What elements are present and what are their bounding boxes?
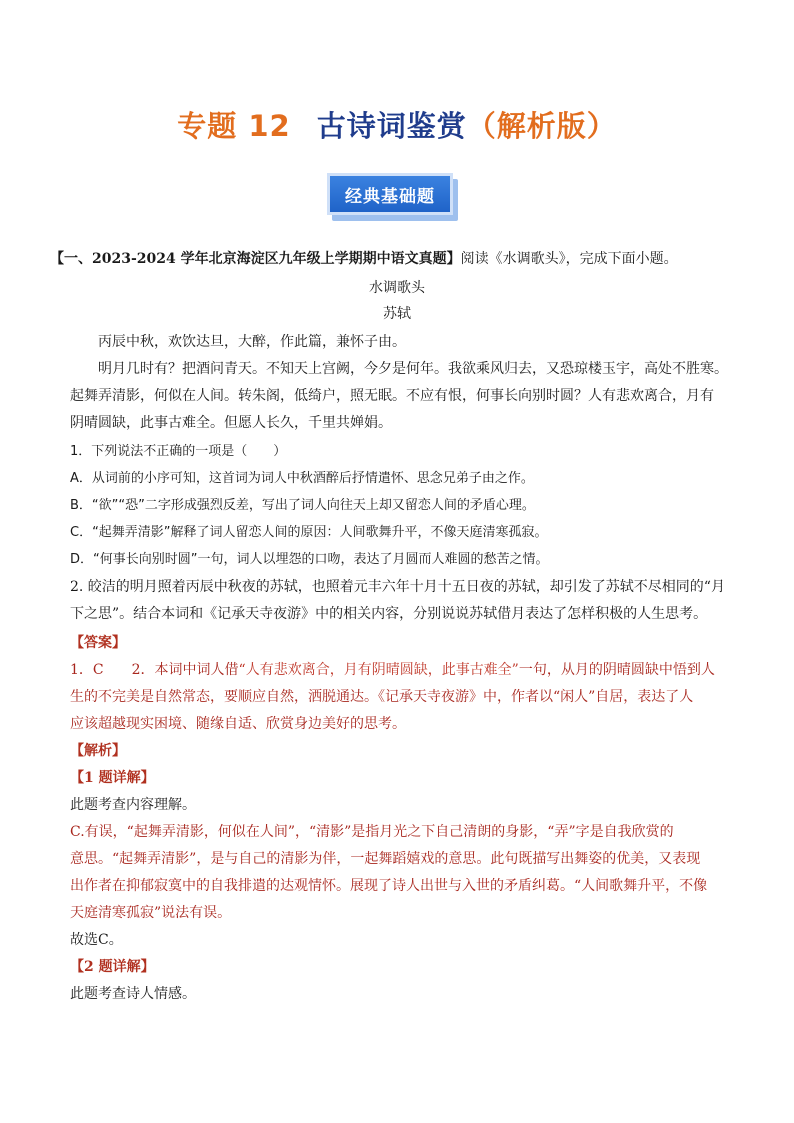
answer-quote: “人有悲欢离合，月有阴晴圆缺，此事古难全” xyxy=(238,662,519,678)
answer-line-3: 应该超越现实困境、随缘自适、欣赏身边美好的思考。 xyxy=(70,716,406,732)
poem-line-1: 明月几时有？把酒问青天。不知天上宫阙，今夕是何年。我欲乘风归去，又恐琼楼玉宇，高处不胜寒。 xyxy=(98,361,728,377)
detail1-line-4: 天庭清寒孤寂”说法有误。 xyxy=(70,905,232,921)
source-bracket: 【一、2023-2024 学年北京海淀区九年级上学期期中语文真题】 xyxy=(50,251,461,267)
detail1-intro: 此题考查内容理解。 xyxy=(70,797,196,813)
question1-option-a: A．从词前的小序可知，这首词为词人中秋酒醉后抒情遣怀、思念兄弟子由之作。 xyxy=(70,471,534,486)
title-edition: （解析版） xyxy=(466,109,617,143)
poem-preface: 丙辰中秋，欢饮达旦，大醉，作此篇，兼怀子由。 xyxy=(98,334,406,350)
analysis-label: 【解析】 xyxy=(70,743,126,759)
question2-line-2: 下之思”。结合本词和《记承天寺夜游》中的相关内容，分别说说苏轼借月表达了怎样积极的人生思考。 xyxy=(70,606,708,622)
title-topic-number: 专题 12 xyxy=(177,109,291,143)
answer-line-2: 生的不完美是自然常态，要顺应自然，洒脱通达。《记承天寺夜游》中，作者以“闲人”自居，表达了人 xyxy=(70,689,694,705)
poem-line-2: 起舞弄清影，何似在人间。转朱阁，低绮户，照无眠。不应有恨，何事长向别时圆？人有悲欢离合，月有 xyxy=(70,388,714,404)
detail2-intro: 此题考查诗人情感。 xyxy=(70,986,196,1002)
question1-option-b: B．“欲”“恐”二字形成强烈反差，写出了词人向往天上却又留恋人间的矛盾心理。 xyxy=(70,498,535,513)
question1-option-c: C．“起舞弄清影”解释了词人留恋人间的原因：人间歌舞升平，不像天庭清寒孤寂。 xyxy=(70,525,548,540)
question1-option-d: D．“何事长向别时圆”一句，词人以埋怨的口吻，表达了月圆而人难圆的愁苦之情。 xyxy=(70,552,549,567)
poem-author: 苏轼 xyxy=(383,306,411,322)
source-instruction: 阅读《水调歌头》，完成下面小题。 xyxy=(460,251,678,267)
question1-stem: 1．下列说法不正确的一项是（ ） xyxy=(70,444,287,459)
question2-line-1: 2. 皎洁的明月照着丙辰中秋夜的苏轼，也照着元丰六年十月十五日夜的苏轼，却引发了苏轼不尽相同的“月 xyxy=(70,579,725,595)
answer-line-1-end: 一句，从月的阴晴圆缺中悟到人 xyxy=(518,662,715,678)
detail2-label: 【2 题详解】 xyxy=(70,959,155,975)
poem-line-3: 阴晴圆缺，此事古难全。但愿人长久，千里共婵娟。 xyxy=(70,415,392,431)
answer-line-1-start: 1．C 2．本词中词人借 xyxy=(70,662,239,678)
source-line xyxy=(50,250,710,268)
detail1-line-3: 出作者在抑郁寂寞中的自我排遣的达观情怀。展现了诗人出世与入世的矛盾纠葛。“人间歌舞升平，不像 xyxy=(70,878,708,894)
detail1-line-1: C.有误，“起舞弄清影，何似在人间”，“清影”是指月光之下自己清朗的身影，“弄”字是自我欣赏的 xyxy=(70,824,674,840)
answer-line-1 xyxy=(70,661,730,679)
poem-title: 水调歌头 xyxy=(369,280,425,296)
detail1-line-2: 意思。“起舞弄清影”，是与自己的清影为伴，一起舞蹈嬉戏的意思。此句既描写出舞姿的优美，又表现 xyxy=(70,851,701,867)
title-topic-name: 古诗词鉴赏 xyxy=(316,109,467,143)
answer-label: 【答案】 xyxy=(70,635,126,651)
detail1-label: 【1 题详解】 xyxy=(70,770,155,786)
detail1-conclusion: 故选C。 xyxy=(70,932,123,948)
page-title xyxy=(0,104,794,145)
badge-label: 经典基础题 xyxy=(327,173,453,215)
section-badge xyxy=(327,173,467,225)
